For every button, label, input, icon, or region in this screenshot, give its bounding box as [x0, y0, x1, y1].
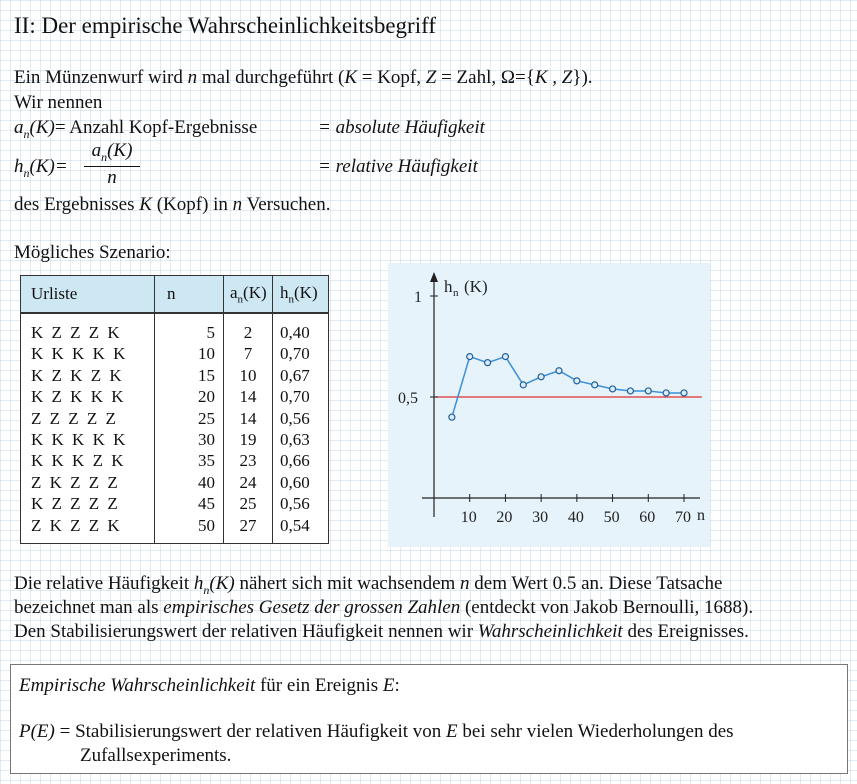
an-subscript: n [23, 126, 30, 141]
definition-box [10, 664, 848, 774]
y-axis-arrow [430, 272, 438, 282]
absolute-frequency-label: = absolute Häufigkeit [318, 117, 485, 138]
header-n: n [155, 276, 224, 313]
page-title: II: Der empirische Wahrscheinlichkeitsbegriff [14, 13, 437, 38]
table-cell: 5 [206, 323, 215, 342]
intro-text: = Zahl, Ω={ [436, 67, 535, 88]
x-axis-label: n [697, 507, 705, 524]
definition-text: : [394, 675, 400, 696]
table-cell: 19 [239, 430, 257, 450]
summary-text: Die relative Häufigkeit [14, 573, 194, 594]
an-description: = Anzahl Kopf-Ergebnisse [54, 117, 258, 138]
law-of-large-numbers-term: empirisches Gesetz der grossen Zahlen [163, 597, 461, 618]
numerator-subscript: n [101, 149, 108, 164]
data-point [627, 388, 633, 394]
summary-line-2 [14, 597, 753, 619]
table-cell: 24 [239, 472, 257, 492]
data-point [485, 360, 491, 366]
table-cell: 7 [243, 344, 253, 364]
var-E: E [446, 721, 458, 742]
data-point [610, 386, 616, 392]
table-cell: K Z Z Z Z [31, 494, 120, 514]
table-cell: K K K K K [31, 430, 128, 450]
table-cell: 0,56 [280, 494, 310, 514]
header-an-main: a [230, 282, 238, 302]
probability-symbol: P(E) [19, 721, 55, 742]
hn-subscript: n [203, 582, 210, 597]
header-hn-sub: n [288, 293, 294, 306]
table-cell: 50 [198, 515, 215, 535]
intro-text: Versuchen. [242, 194, 331, 215]
an-argument: (K) [29, 117, 55, 138]
definition-text: = Stabilisierungswert der relativen Häufigkeit von [54, 721, 447, 742]
table-cell: 14 [239, 408, 257, 428]
table-cell: 35 [198, 451, 215, 471]
x-tick-label: 70 [675, 509, 691, 526]
data-point [538, 374, 544, 380]
summary-text: nähert sich mit wachsendem [234, 573, 461, 594]
definition-text: bei sehr vielen Wiederholungen des [457, 721, 734, 742]
definition-text: für ein Ereignis [255, 675, 383, 696]
definition-line-3: Zufallsexperiments. [80, 745, 232, 766]
definition-line-2 [19, 721, 734, 743]
header-an-sub: n [237, 293, 244, 306]
data-point [520, 382, 526, 388]
intro-text: }). [572, 67, 593, 88]
table-cell: Z Z Z Z Z [31, 408, 118, 428]
table-cell: K K K Z K [31, 451, 126, 471]
table-cell: 40 [198, 472, 215, 492]
x-tick-label: 40 [567, 509, 584, 526]
definition-title [19, 675, 400, 697]
var-Z: Z [425, 67, 437, 88]
data-point [592, 382, 598, 388]
omega-set: K , Z [534, 67, 573, 88]
hn-symbol: h [193, 573, 204, 594]
x-tick-label: 60 [639, 509, 656, 526]
table-cell: Z K Z Z Z [31, 472, 120, 492]
intro-line-2: Wir nennen [14, 92, 103, 113]
table-cell: 25 [198, 408, 215, 428]
table-cell: 0,63 [280, 430, 310, 450]
intro-text: des Ergebnisses [14, 194, 140, 215]
table-cell: Z K Z Z K [31, 515, 122, 535]
y-tick-label-1: 1 [414, 289, 422, 306]
table-cell: 0,54 [280, 515, 310, 535]
table-cell: 0,70 [280, 344, 310, 364]
table-cell: K Z K K K [31, 387, 126, 407]
x-tick-label: 30 [532, 509, 549, 526]
summary-text: bezeichnet man als [14, 597, 164, 618]
table-cell: 45 [198, 494, 215, 514]
table-cell: 10 [198, 344, 215, 364]
y-axis-label-h: h [444, 277, 453, 296]
table-cell: 23 [239, 451, 257, 471]
intro-text: (Kopf) in [151, 194, 233, 215]
table-cell: 27 [239, 515, 257, 535]
table-cell: K Z Z Z K [31, 323, 122, 342]
data-point [556, 368, 562, 374]
var-n: n [460, 573, 470, 594]
header-urliste: Urliste [21, 276, 155, 313]
an-symbol: a [14, 117, 24, 138]
data-point [467, 354, 473, 360]
scenario-label: Mögliches Szenario: [14, 242, 171, 263]
summary-line-1 [14, 573, 722, 598]
numerator-argument: (K) [107, 140, 133, 161]
x-tick-label: 20 [496, 509, 513, 526]
data-point [645, 388, 651, 394]
table-cell: 2 [243, 323, 253, 342]
definition-term: Empirische Wahrscheinlichkeit [19, 675, 256, 696]
table-cell: K Z K Z K [31, 365, 124, 385]
y-axis-label-sub: n [453, 287, 459, 299]
table-cell: 0,67 [280, 365, 310, 385]
intro-text: = Kopf, [357, 67, 426, 88]
summary-text: dem Wert 0.5 an. Diese Tatsache [469, 573, 723, 594]
table-cell: K K K K K [31, 344, 128, 364]
var-E: E [382, 675, 395, 696]
data-point [681, 390, 687, 396]
header-an-arg: (K) [243, 282, 267, 302]
hn-argument: (K)= [29, 156, 68, 177]
intro-text: mal durchgeführt ( [197, 67, 345, 88]
summary-text: (entdeckt von Jakob Bernoulli, 1688). [460, 597, 754, 618]
denominator-symbol: n [107, 166, 117, 188]
hn-subscript: n [23, 165, 30, 180]
header-hn-main: h [280, 282, 289, 302]
intro-text: Ein Münzenwurf wird [14, 67, 188, 88]
table-cell: 0,40 [280, 323, 310, 342]
data-point [574, 378, 580, 384]
numerator-symbol: a [91, 140, 102, 161]
relative-frequency-label: = relative Häufigkeit [318, 156, 478, 177]
data-point [449, 414, 455, 420]
x-tick-label: 10 [460, 509, 477, 526]
var-n: n [187, 67, 198, 88]
hn-argument: (K) [209, 573, 235, 594]
y-axis-label-arg: (K) [464, 277, 488, 296]
data-point [502, 354, 508, 360]
var-K: K [139, 194, 152, 215]
y-tick-label-05: 0,5 [398, 390, 418, 407]
table-cell: 30 [198, 430, 215, 450]
table-cell: 0,60 [280, 472, 310, 492]
table-cell: 25 [239, 494, 257, 514]
header-hn-arg: (K) [294, 282, 318, 302]
hn-symbol: h [14, 156, 24, 177]
table-cell: 20 [198, 387, 215, 407]
data-point [663, 390, 669, 396]
table-cell: 15 [198, 365, 215, 385]
summary-text: Den Stabilisierungswert der relativen Häufigkeit nennen wir [14, 621, 478, 642]
var-n: n [232, 194, 243, 215]
probability-term: Wahrscheinlichkeit [477, 621, 623, 642]
table-cell: 10 [239, 365, 257, 385]
x-tick-label: 50 [603, 509, 620, 526]
summary-line-3 [14, 621, 749, 643]
table-cell: 14 [239, 387, 257, 407]
table-cell: 0,66 [280, 451, 310, 471]
table-cell: 0,56 [280, 408, 310, 428]
var-K: K [344, 67, 357, 88]
summary-text: des Ereignisses. [622, 621, 749, 642]
table-cell: 0,70 [280, 387, 310, 407]
